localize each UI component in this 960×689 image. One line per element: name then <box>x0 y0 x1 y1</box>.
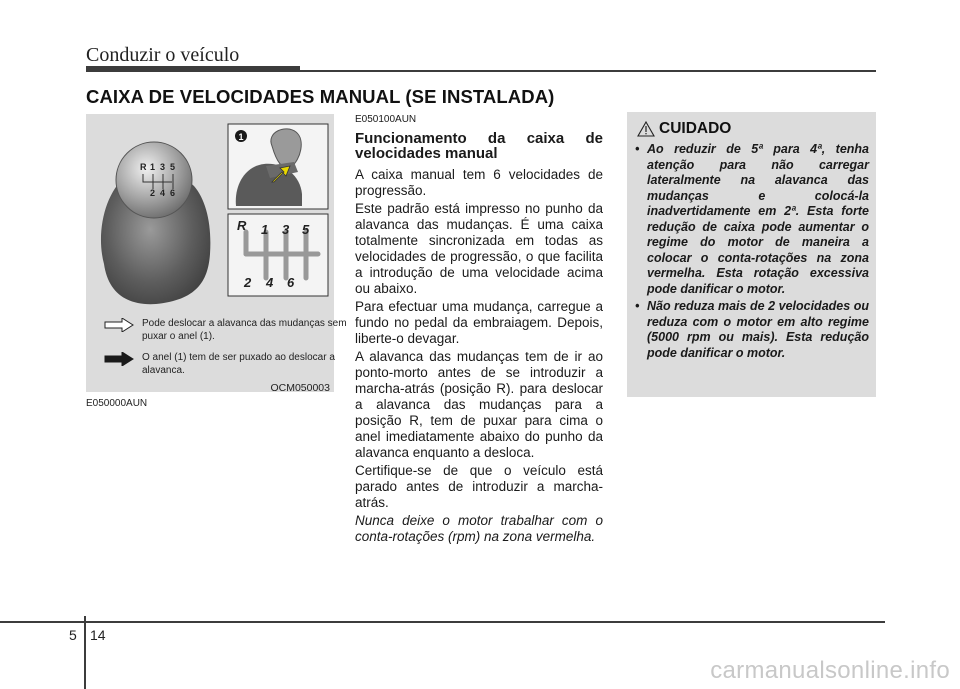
gate-label: 4 <box>266 275 274 290</box>
body-paragraph: Certifique-se de que o veículo está parado antes de introduzir a marcha-atrás. <box>355 463 603 510</box>
warning-paragraph: Nunca deixe o motor trabalhar com o conta-rotações (rpm) na zona vermelha. <box>355 513 603 544</box>
legend-text: Pode deslocar a alavanca das mudanças sem puxar o anel (1). <box>142 318 347 342</box>
footer-divider <box>84 616 86 689</box>
outline-arrow-icon <box>104 318 134 332</box>
gear-shift-illustration <box>86 114 334 319</box>
callout-number: 1 <box>238 132 244 142</box>
body-paragraph: A caixa manual tem 6 velocidades de progressão. <box>355 167 603 198</box>
chapter-number: 5 <box>69 627 77 643</box>
bullet-icon: • <box>635 142 640 156</box>
section-code: E050100AUN <box>355 114 417 125</box>
caution-title: CUIDADO <box>659 120 732 137</box>
filled-arrow-icon <box>104 352 134 366</box>
header-rule-thick <box>86 66 300 72</box>
gate-label: 6 <box>287 275 295 290</box>
caution-box <box>627 112 876 397</box>
gate-label: 1 <box>261 222 269 237</box>
knob-label: 5 <box>170 162 176 172</box>
gate-label: 2 <box>244 275 252 290</box>
caution-item <box>635 299 869 361</box>
gate-label: R <box>237 218 247 233</box>
footer-rule <box>0 621 885 623</box>
section-title: CAIXA DE VELOCIDADES MANUAL (SE INSTALADA) <box>86 86 555 107</box>
knob-label: 2 <box>150 188 156 198</box>
caution-list <box>635 142 869 363</box>
gear-shift-figure <box>86 114 347 394</box>
body-paragraph: Este padrão está impresso no punho da alavanca das mudanças. É uma caixa totalmente sincronizada em todas as velocidades de progressão, o que facilita a introdução de uma velocidade acima ou abaixo. <box>355 201 603 296</box>
legend-item <box>104 352 347 377</box>
knob-label: 1 <box>150 162 156 172</box>
caution-header <box>637 120 731 138</box>
gate-label: 5 <box>302 222 310 237</box>
knob-label: 3 <box>160 162 166 172</box>
bullet-icon: • <box>635 299 640 313</box>
figure-code: OCM050003 <box>270 382 330 394</box>
caution-item-text: Ao reduzir de 5ª para 4ª, tenha atenção para não carregar lateralmente na alavanca das mudanças e colocá-la inadvertidamente em 2ª. Esta forte redução de caixa pode aumentar o regime do motor de maneira a colocar o conta-rotações na zona vermelha. Esta rotação excessiva pode danificar o motor. <box>647 142 869 296</box>
gate-label: 3 <box>282 222 290 237</box>
watermark: carmanualsonline.info <box>710 657 950 684</box>
knob-label: 4 <box>160 188 166 198</box>
body-paragraph: A alavanca das mudanças tem de ir ao ponto-morto antes de se introduzir a marcha-atrás (posição R). para deslocar a alavanca das mudanças para a posição R, tem de puxar para cima o anel imediatamente abaixo do punho da alavanca enquanto a desloca. <box>355 349 603 460</box>
page-number: 14 <box>90 627 106 643</box>
knob-label: 6 <box>170 188 176 198</box>
body-paragraph: Para efectuar uma mudança, carregue a fundo no pedal da embraiagem. Depois, liberte-o devagar. <box>355 299 603 346</box>
subsection-heading: Funcionamento da caixa de velocidades manual <box>355 130 603 162</box>
left-section-code: E050000AUN <box>86 398 148 409</box>
header-rule-thin <box>300 70 876 72</box>
shift-knob <box>116 142 192 218</box>
caution-item <box>635 142 869 297</box>
main-text-column <box>355 112 603 547</box>
knob-label: R <box>140 162 147 172</box>
caution-item-text: Não reduza mais de 2 velocidades ou reduza com o motor em alto regime (5000 rpm ou mais). Esta redução pode danificar o motor. <box>647 299 869 360</box>
legend-item <box>104 318 347 343</box>
chapter-title: Conduzir o veículo <box>86 44 240 66</box>
legend-text: O anel (1) tem de ser puxado ao deslocar a alavanca. <box>142 352 335 376</box>
warning-triangle-icon <box>637 121 655 137</box>
